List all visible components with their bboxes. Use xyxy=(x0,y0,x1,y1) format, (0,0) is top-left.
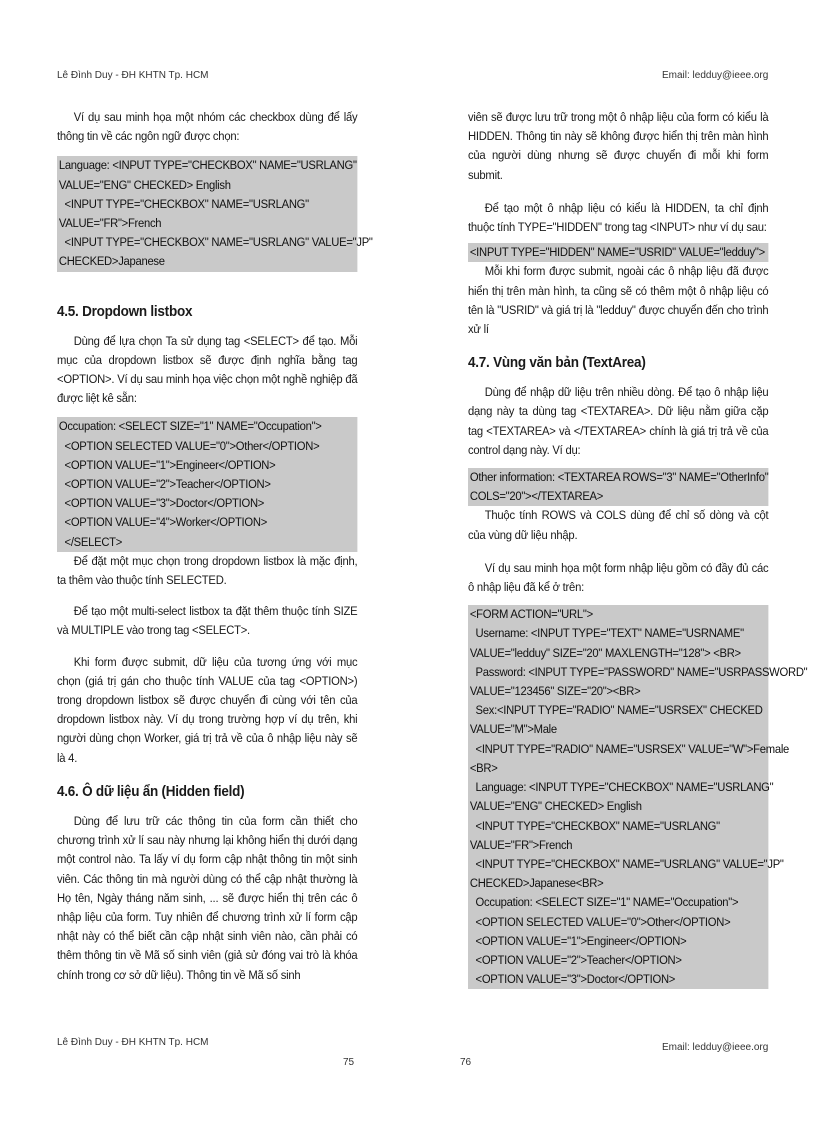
right-paragraph-5: Thuộc tính ROWS và COLS dùng để chỉ số dòng và cột của vùng dữ liệu nhập. xyxy=(468,508,769,542)
right-code-hidden xyxy=(468,243,768,262)
left-column xyxy=(57,108,373,985)
header-author: Lê Đình Duy - ĐH KHTN Tp. HCM xyxy=(57,70,209,81)
code-line: VALUE="ENG" CHECKED> English xyxy=(469,799,642,814)
right-code-form xyxy=(468,605,808,989)
left-code-select xyxy=(57,417,357,551)
left-paragraph-1: Ví dụ sau minh họa một nhóm các checkbox dùng để lấy thông tin về các ngôn ngữ được chọn: xyxy=(57,110,358,144)
heading-4-5: 4.5. Dropdown listbox xyxy=(57,303,193,320)
code-line: <OPTION VALUE="3">Doctor</OPTION> xyxy=(58,496,265,511)
code-line: <OPTION VALUE="2">Teacher</OPTION> xyxy=(469,952,682,967)
left-paragraph-2: Dùng để lựa chọn Ta sử dụng tag <SELECT> để tạo. Mỗi mục của dropdown listbox sẽ được định nghĩa bằng tag <OPTION>. Ví dụ sau minh họa việc chọn một nghề nghiệp đã được liệt kê sẵn: xyxy=(57,333,358,406)
code-line: VALUE="M">Male xyxy=(469,722,557,737)
left-code-checkbox xyxy=(57,156,373,271)
right-paragraph-2: Để tạo một ô nhập liệu có kiểu là HIDDEN, ta chỉ định thuộc tính TYPE="HIDDEN" trong tag <INPUT> như ví dụ sau: xyxy=(468,200,769,235)
code-line: CHECKED>Japanese<BR> xyxy=(469,876,604,891)
code-line: Other information: <TEXTAREA ROWS="3" NAME="OtherInfo" xyxy=(469,470,769,485)
code-line: VALUE="ENG" CHECKED> English xyxy=(58,177,231,192)
code-line: <INPUT TYPE="RADIO" NAME="USRSEX" VALUE="W">Female xyxy=(469,741,790,756)
footer-page-number-left: 75 xyxy=(343,1057,355,1068)
code-line: <OPTION VALUE="4">Worker</OPTION> xyxy=(58,515,268,530)
right-code-textarea xyxy=(468,468,768,506)
right-column xyxy=(468,108,808,989)
code-line: VALUE="FR">French xyxy=(469,837,573,852)
code-line: VALUE="123456" SIZE="20"><BR> xyxy=(469,684,641,699)
right-paragraph-1: viên sẽ được lưu trữ trong một ô nhập liệu của form có kiểu là HIDDEN. Thông tin này sẽ không được hiển thị trên màn hình của người dùng nhưng sẽ được chuyển đi mỗi khi form submit. xyxy=(468,110,769,182)
code-line: <OPTION VALUE="1">Engineer</OPTION> xyxy=(469,933,687,948)
code-line: VALUE="FR">French xyxy=(58,216,162,231)
code-line: <INPUT TYPE="HIDDEN" NAME="USRID" VALUE="ledduy"> xyxy=(469,245,765,260)
code-line: </SELECT> xyxy=(58,534,123,549)
code-line: Sex:<INPUT TYPE="RADIO" NAME="USRSEX" CHECKED xyxy=(469,703,763,718)
code-line: <INPUT TYPE="CHECKBOX" NAME="USRLANG" xyxy=(469,818,720,833)
code-line: <INPUT TYPE="CHECKBOX" NAME="USRLANG" VALUE="JP" xyxy=(58,235,373,250)
footer-author: Lê Đình Duy - ĐH KHTN Tp. HCM xyxy=(57,1037,209,1048)
code-line: CHECKED>Japanese xyxy=(58,254,165,269)
code-line: Username: <INPUT TYPE="TEXT" NAME="USRNAME" xyxy=(469,626,744,641)
code-line: VALUE="ledduy" SIZE="20" MAXLENGTH="128"> <BR> xyxy=(469,645,741,660)
code-line: Occupation: <SELECT SIZE="1" NAME="Occupation"> xyxy=(469,895,739,910)
code-line: <OPTION VALUE="1">Engineer</OPTION> xyxy=(58,457,276,472)
right-paragraph-4: Dùng để nhập dữ liệu trên nhiều dòng. Để tạo ô nhập liệu dạng này ta dùng tag <TEXTAREA>. Dữ liệu nằm giữa cặp tag <TEXTAREA> và </TEXTAREA> chính là giá trị trả về của control dạng này. Ví dụ: xyxy=(468,385,769,457)
code-line: <OPTION VALUE="3">Doctor</OPTION> xyxy=(469,972,676,987)
heading-4-6: 4.6. Ô dữ liệu ẩn (Hidden field) xyxy=(57,783,245,800)
left-paragraph-3: Để đặt một mục chọn trong dropdown listbox là mặc định, ta thêm vào thuộc tính SELECTED. xyxy=(57,553,358,588)
left-paragraph-4: Để tạo một multi-select listbox ta đặt thêm thuộc tính SIZE và MULTIPLE vào trong tag <SELECT>. xyxy=(57,604,358,638)
code-line: <OPTION VALUE="2">Teacher</OPTION> xyxy=(58,477,271,492)
code-line: Language: <INPUT TYPE="CHECKBOX" NAME="USRLANG" xyxy=(58,158,357,173)
footer-email: Email: ledduy@ieee.org xyxy=(662,1042,769,1053)
code-line: COLS="20"></TEXTAREA> xyxy=(469,489,604,504)
left-paragraph-5: Khi form được submit, dữ liệu của tương ứng với mục chọn (giá trị gán cho thuộc tính VALUE của tag <OPTION>) trong dropdown listbox sẽ được chuyển đi cùng với tên của dropdown listbox này. Ví dụ trong trường hợp ví dụ trên, khi người dùng chọn Worker, giá trị trả về của ô nhập liệu này sẽ là 4. xyxy=(57,654,358,765)
left-paragraph-6: Dùng để lưu trữ các thông tin của form cần thiết cho chương trình xử lí sau này nhưng lại không hiển thị dưới dạng một control nào. Ta lấy ví dụ form cập nhật thông tin một sinh viên. Các thông tin mà người dùng có thể cập nhật thường là Họ tên, Ngày tháng năm sinh, ... sẽ được hiển thị trên các ô nhập liệu của form. Tuy nhiên để chương trình xử lí form cập nhật này có thể biết cần cập nhật sinh viên nào, cần phải có thêm thông tin về Mã số sinh viên (giả sử đóng vai trò là khóa chính trong cơ sở dữ liệu). Thông tin về Mã số sinh xyxy=(57,813,358,982)
code-line: <INPUT TYPE="CHECKBOX" NAME="USRLANG" VALUE="JP" xyxy=(469,856,784,871)
code-line: <OPTION SELECTED VALUE="0">Other</OPTION> xyxy=(58,438,320,453)
code-line: Password: <INPUT TYPE="PASSWORD" NAME="USRPASSWORD" xyxy=(469,664,808,679)
code-line: Language: <INPUT TYPE="CHECKBOX" NAME="USRLANG" xyxy=(469,780,774,795)
code-line: Occupation: <SELECT SIZE="1" NAME="Occupation"> xyxy=(58,419,322,434)
code-line: <OPTION SELECTED VALUE="0">Other</OPTION> xyxy=(469,914,731,929)
header-email: Email: ledduy@ieee.org xyxy=(662,70,769,81)
heading-4-7: 4.7. Vùng văn bản (TextArea) xyxy=(468,355,646,372)
right-paragraph-6: Ví dụ sau minh họa một form nhập liệu gồm có đầy đủ các ô nhập liệu đã kể ở trên: xyxy=(468,560,769,595)
right-paragraph-3: Mỗi khi form được submit, ngoài các ô nhập liệu đã được hiển thị trên màn hình, ta cũng sẽ có thêm một ô nhập liệu có tên là "USRID" và giá trị là "ledduy" được chuyển đến cho trình xử lí xyxy=(468,264,769,337)
code-line: <FORM ACTION="URL"> xyxy=(469,607,593,622)
footer-page-number-right: 76 xyxy=(460,1057,472,1068)
code-line: <INPUT TYPE="CHECKBOX" NAME="USRLANG" xyxy=(58,196,309,211)
code-line: <BR> xyxy=(469,760,498,775)
